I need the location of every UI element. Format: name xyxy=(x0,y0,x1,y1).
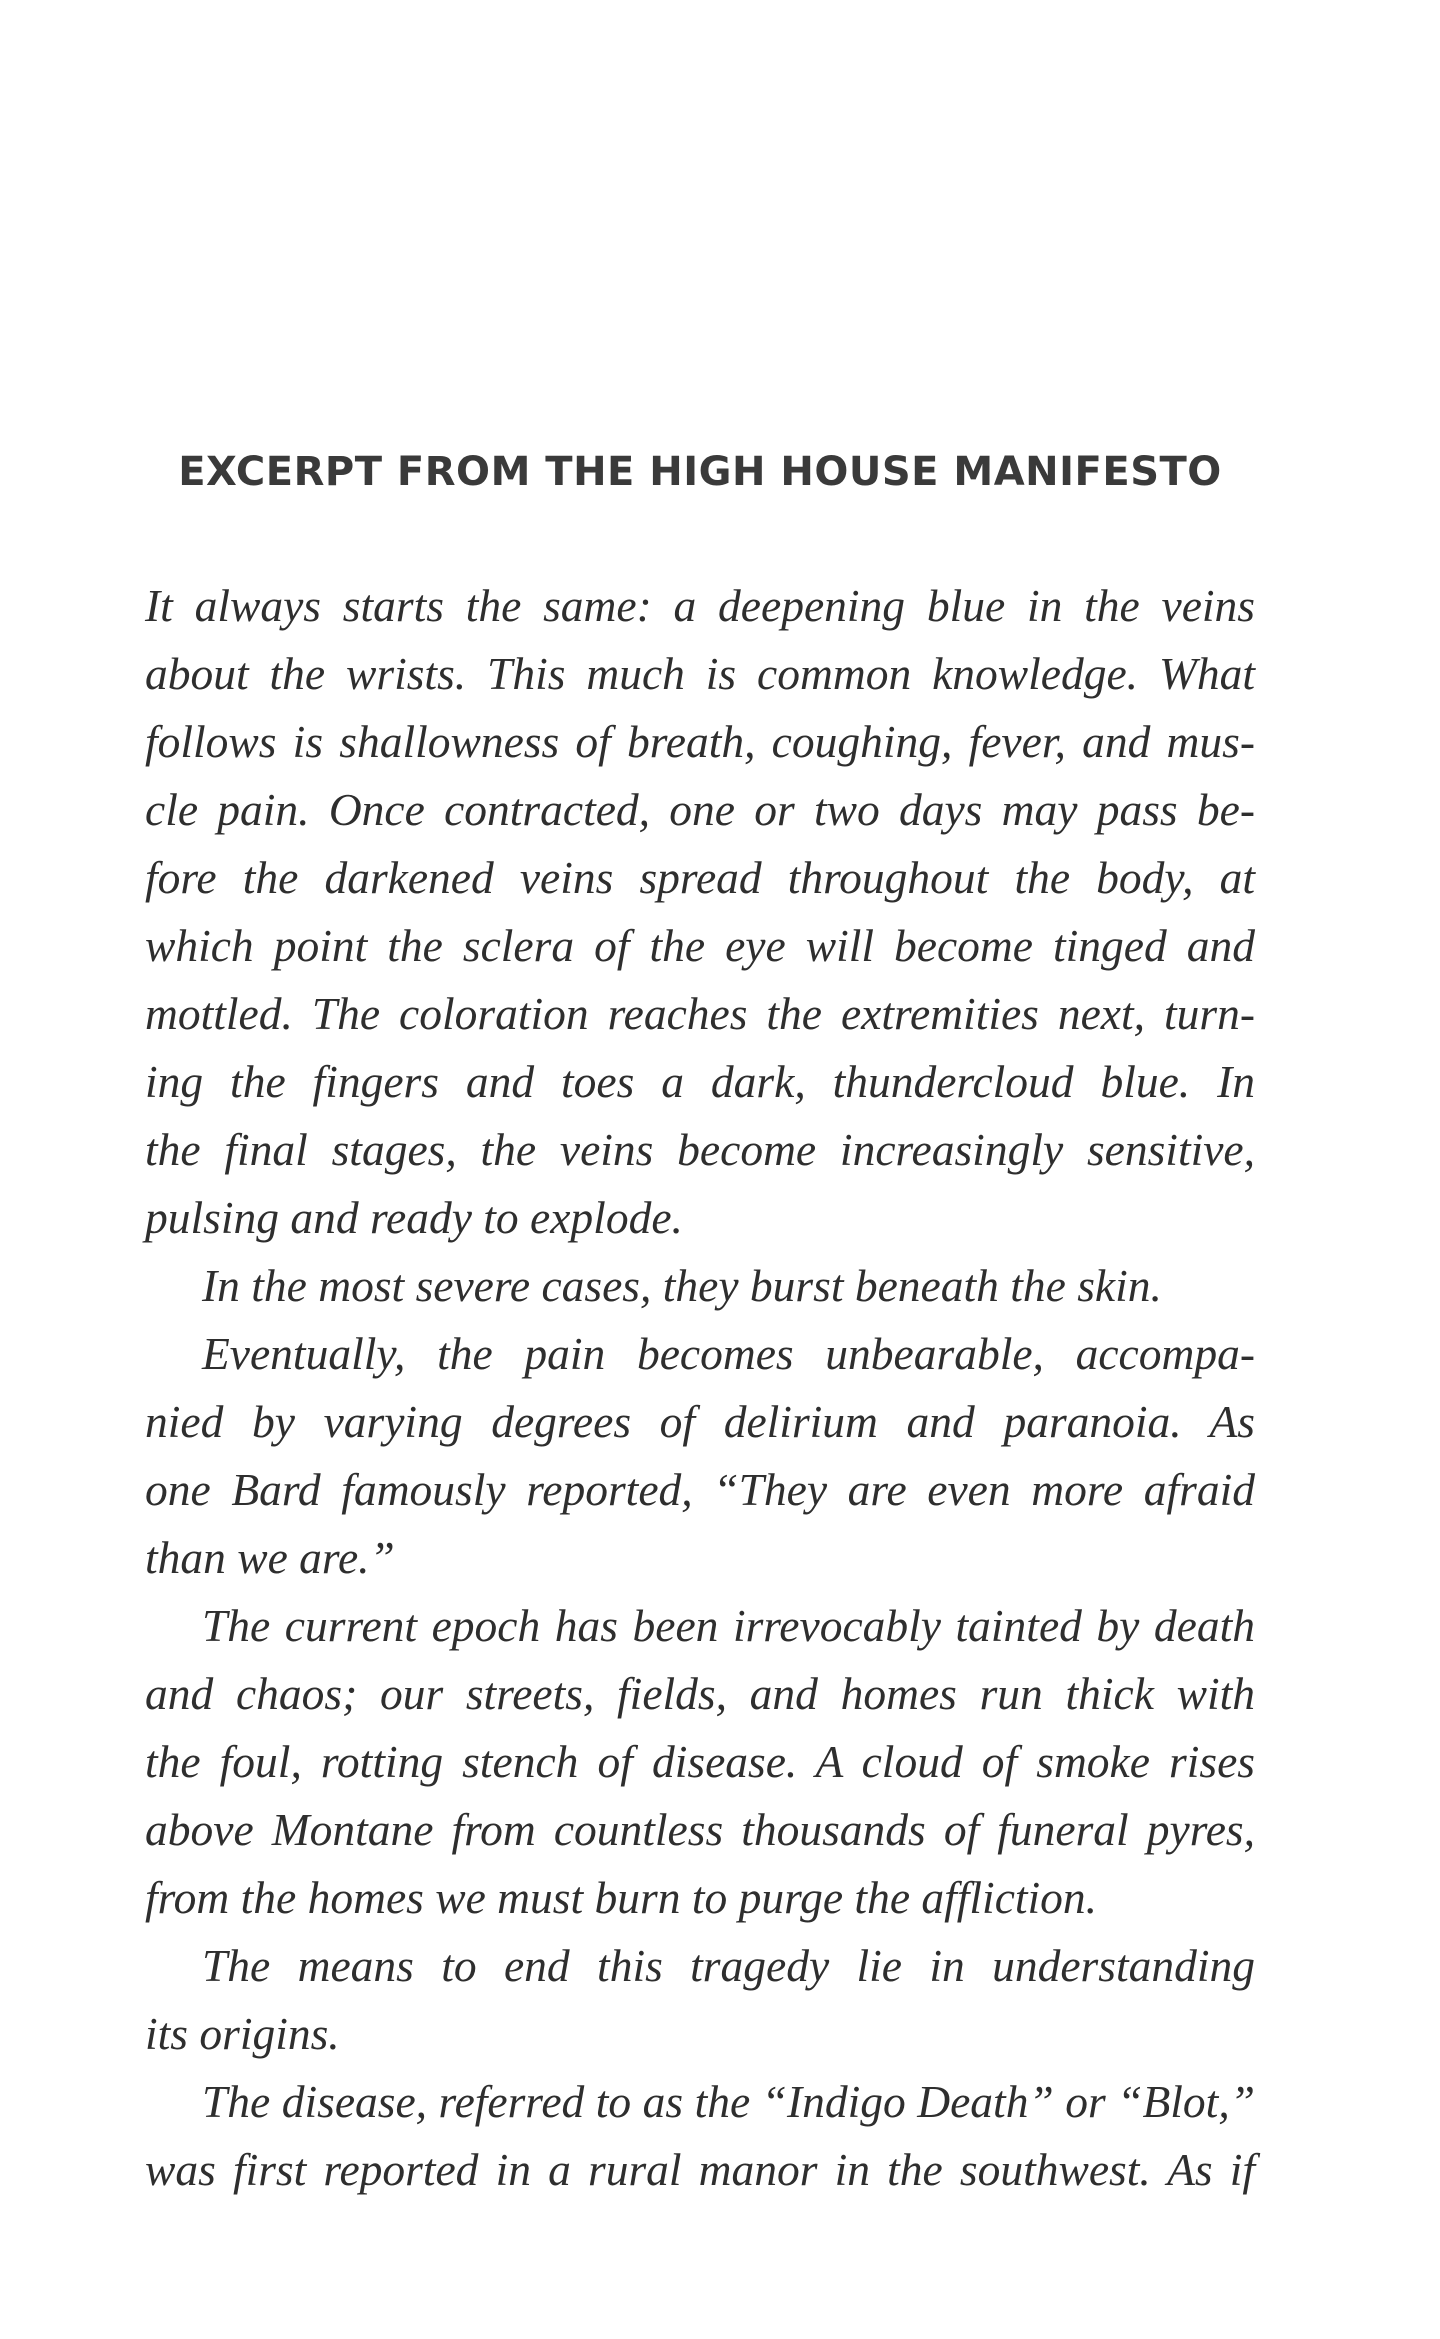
text-line: than we are.” xyxy=(145,1532,395,1583)
text-line: follows is shallowness of breath, coughing, fever, and mus- xyxy=(145,716,1255,767)
chapter-heading: EXCERPT FROM THE HIGH HOUSE MANIFESTO xyxy=(178,449,1222,495)
text-line: and chaos; our streets, fields, and homes run thick with xyxy=(145,1668,1255,1719)
text-line: above Montane from countless thousands of funeral pyres, xyxy=(145,1804,1255,1855)
text-line: fore the darkened veins spread throughout the body, at xyxy=(145,852,1255,903)
text-line: nied by varying degrees of delirium and paranoia. As xyxy=(145,1396,1255,1447)
body-text xyxy=(145,572,1255,2204)
text-line: from the homes we must burn to purge the affliction. xyxy=(145,1872,1098,1923)
text-line: The disease, referred to as the “Indigo Death” or “Blot,” xyxy=(202,2076,1255,2127)
text-line: about the wrists. This much is common knowledge. What xyxy=(145,648,1255,699)
text-line: was first reported in a rural manor in the southwest. As if xyxy=(145,2144,1255,2195)
text-line: It always starts the same: a deepening blue in the veins xyxy=(145,580,1255,631)
text-line: Eventually, the pain becomes unbearable, accompa- xyxy=(202,1328,1255,1379)
text-line: which point the sclera of the eye will become tinged and xyxy=(145,920,1255,971)
text-line: In the most severe cases, they burst beneath the skin. xyxy=(202,1260,1162,1311)
text-line: one Bard famously reported, “They are even more afraid xyxy=(145,1464,1255,1515)
text-line: its origins. xyxy=(145,2008,340,2059)
text-line: ing the fingers and toes a dark, thundercloud blue. In xyxy=(145,1056,1255,1107)
text-line: cle pain. Once contracted, one or two days may pass be- xyxy=(145,784,1255,835)
text-line: The current epoch has been irrevocably tainted by death xyxy=(202,1600,1255,1651)
text-line: the foul, rotting stench of disease. A cloud of smoke rises xyxy=(145,1736,1255,1787)
text-line: pulsing and ready to explode. xyxy=(145,1192,683,1243)
text-line: the final stages, the veins become increasingly sensitive, xyxy=(145,1124,1255,1175)
text-line: mottled. The coloration reaches the extremities next, turn- xyxy=(145,988,1255,1039)
text-line: The means to end this tragedy lie in understanding xyxy=(202,1940,1255,1991)
